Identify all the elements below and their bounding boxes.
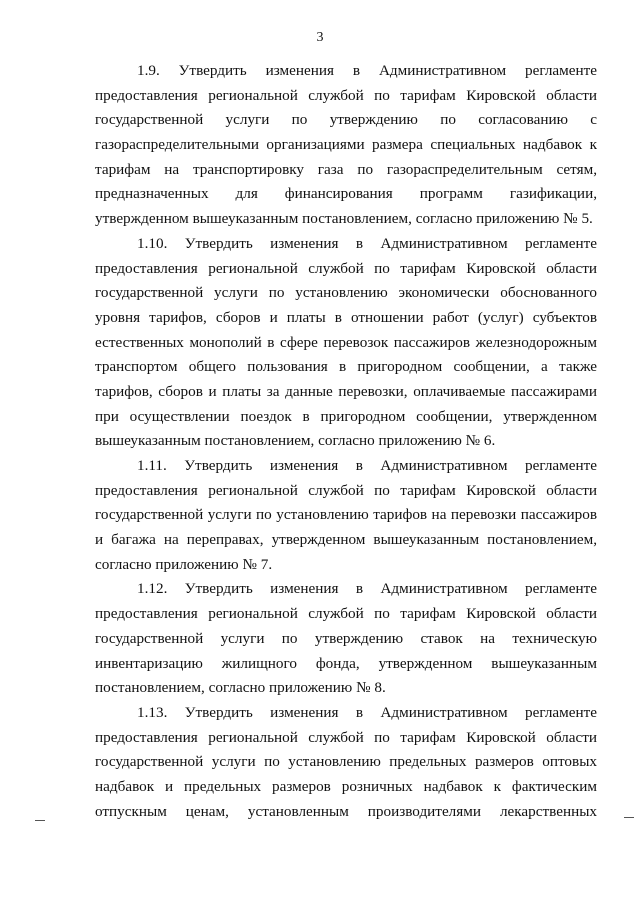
text-line: газораспределительными организациями размера специальных надбавок к — [95, 136, 597, 154]
text-line: предназначенных для финансирования программ газификации, — [95, 185, 597, 203]
text-line: 1.12. Утвердить изменения в Административном регламенте — [137, 580, 597, 598]
paragraph — [95, 59, 597, 232]
text-line: естественных монополий в сфере перевозок пассажиров железнодорожным — [95, 333, 597, 351]
text-line: уровня тарифов, сборов и платы в отношении работ (услуг) субъектов — [95, 308, 597, 326]
text-line: и багажа на переправах, утвержденном вышеуказанным постановлением, — [95, 531, 597, 549]
text-line: 1.9. Утвердить изменения в Административном регламенте — [137, 62, 597, 79]
text-line: предоставления региональной службой по тарифам Кировской области — [95, 605, 597, 623]
text-line: отпускным ценам, установленным производителями лекарственных — [95, 802, 597, 820]
text-line: государственной услуги по утверждению по согласованию с — [95, 111, 597, 129]
text-line: утвержденном вышеуказанным постановлением, согласно приложению № 5. — [95, 210, 593, 228]
text-line: предоставления региональной службой по тарифам Кировской области — [95, 481, 597, 499]
text-line: постановлением, согласно приложению № 8. — [95, 679, 386, 697]
paragraph — [95, 701, 597, 824]
text-line: согласно приложению № 7. — [95, 555, 273, 573]
text-line: предоставления региональной службой по тарифам Кировской области — [95, 86, 597, 104]
text-line: тарифам на транспортировку газа по газораспределительным сетям, — [95, 160, 597, 178]
text-line: государственной услуги по установлению экономически обоснованного — [95, 284, 597, 302]
page-number: 3 — [316, 30, 324, 45]
text-line: 1.10. Утвердить изменения в Административном регламенте — [137, 234, 597, 252]
text-line: государственной услуги по утверждению ставок на техническую — [95, 629, 597, 647]
text-line: тарифов, сборов и платы за данные перевозки, оплачиваемые пассажирами — [95, 382, 597, 400]
document-body — [95, 59, 597, 824]
text-line: государственной услуги по установлению тарифов на перевозки пассажиров — [95, 506, 597, 524]
text-line: государственной услуги по установлению предельных размеров оптовых — [95, 753, 597, 771]
paragraph — [95, 232, 597, 454]
text-line: 1.13. Утвердить изменения в Административном регламенте — [137, 703, 597, 721]
text-line: вышеуказанным постановлением, согласно приложению № 6. — [95, 432, 496, 450]
scan-mark-left — [35, 820, 45, 821]
paragraph — [95, 454, 597, 577]
paragraph — [95, 577, 597, 700]
text-line: предоставления региональной службой по тарифам Кировской области — [95, 728, 597, 746]
text-line: предоставления региональной службой по тарифам Кировской области — [95, 259, 597, 277]
text-line: при осуществлении поездок в пригородном сообщении, утвержденном — [95, 407, 597, 425]
text-line: надбавок и предельных размеров розничных надбавок к фактическим — [95, 777, 597, 795]
text-line: 1.11. Утвердить изменения в Административном регламенте — [137, 457, 597, 474]
text-line: транспортом общего пользования в пригородном сообщении, а также — [95, 358, 597, 376]
text-line: инвентаризацию жилищного фонда, утвержденном вышеуказанным — [95, 654, 597, 672]
scan-mark-right — [624, 817, 634, 818]
